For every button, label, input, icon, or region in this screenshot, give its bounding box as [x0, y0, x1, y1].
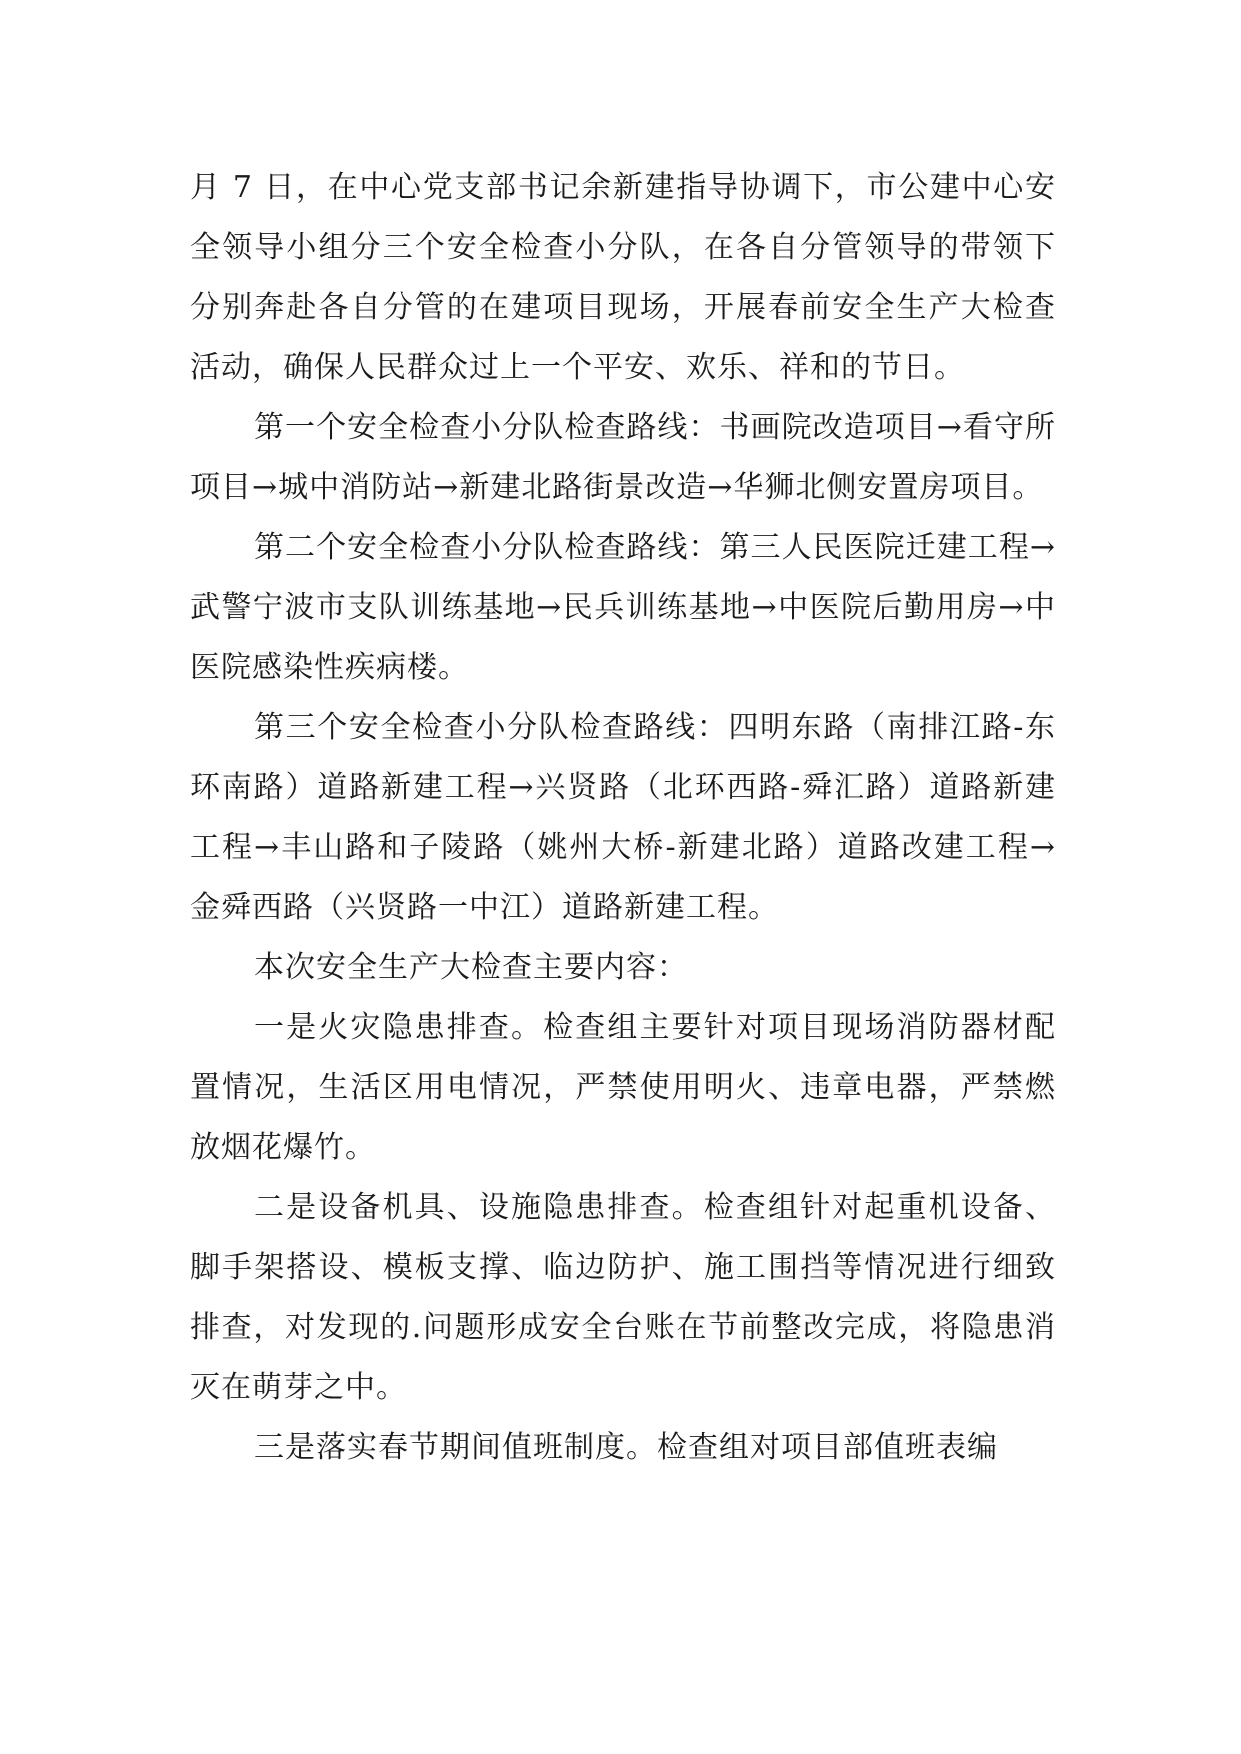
paragraph-1: 月 7 日，在中心党支部书记余新建指导协调下，市公建中心安全领导小组分三个安全检查小分队，在各自分管领导的带领下分别奔赴各自分管的在建项目现场，开展春前安全生产大检查活动，确保人民群众过上一个平安、欢乐、祥和的节日。: [190, 170, 1056, 385]
paragraph-route-team-1: 第一个安全检查小分队检查路线：书画院改造项目→看守所项目→城中消防站→新建北路街景改造→华狮北侧安置房项目。: [190, 410, 1056, 505]
paragraph-route-team-2: 第二个安全检查小分队检查路线：第三人民医院迁建工程→武警宁波市支队训练基地→民兵训练基地→中医院后勤用房→中医院感染性疾病楼。: [190, 530, 1056, 685]
paragraph-content-heading: 本次安全生产大检查主要内容：: [254, 950, 688, 985]
paragraph-route-team-3: 第三个安全检查小分队检查路线：四明东路（南排江路-东环南路）道路新建工程→兴贤路（北环西路-舜汇路）道路新建工程→丰山路和子陵路（姚州大桥-新建北路）道路改建工程→金舜西路（兴贤路一中江）道路新建工程。: [190, 710, 1056, 925]
paragraph-equipment-hazard: 二是设备机具、设施隐患排查。检查组针对起重机设备、脚手架搭设、模板支撑、临边防护、施工围挡等情况进行细致排查，对发现的.问题形成安全台账在节前整改完成，将隐患消灭在萌芽之中。: [190, 1190, 1056, 1405]
paragraph-duty-system: 三是落实春节期间值班制度。检查组对项目部值班表编: [254, 1430, 998, 1465]
paragraph-fire-hazard: 一是火灾隐患排查。检查组主要针对项目现场消防器材配置情况，生活区用电情况，严禁使用明火、违章电器，严禁燃放烟花爆竹。: [190, 1010, 1056, 1165]
document-body: [190, 158, 1056, 1478]
